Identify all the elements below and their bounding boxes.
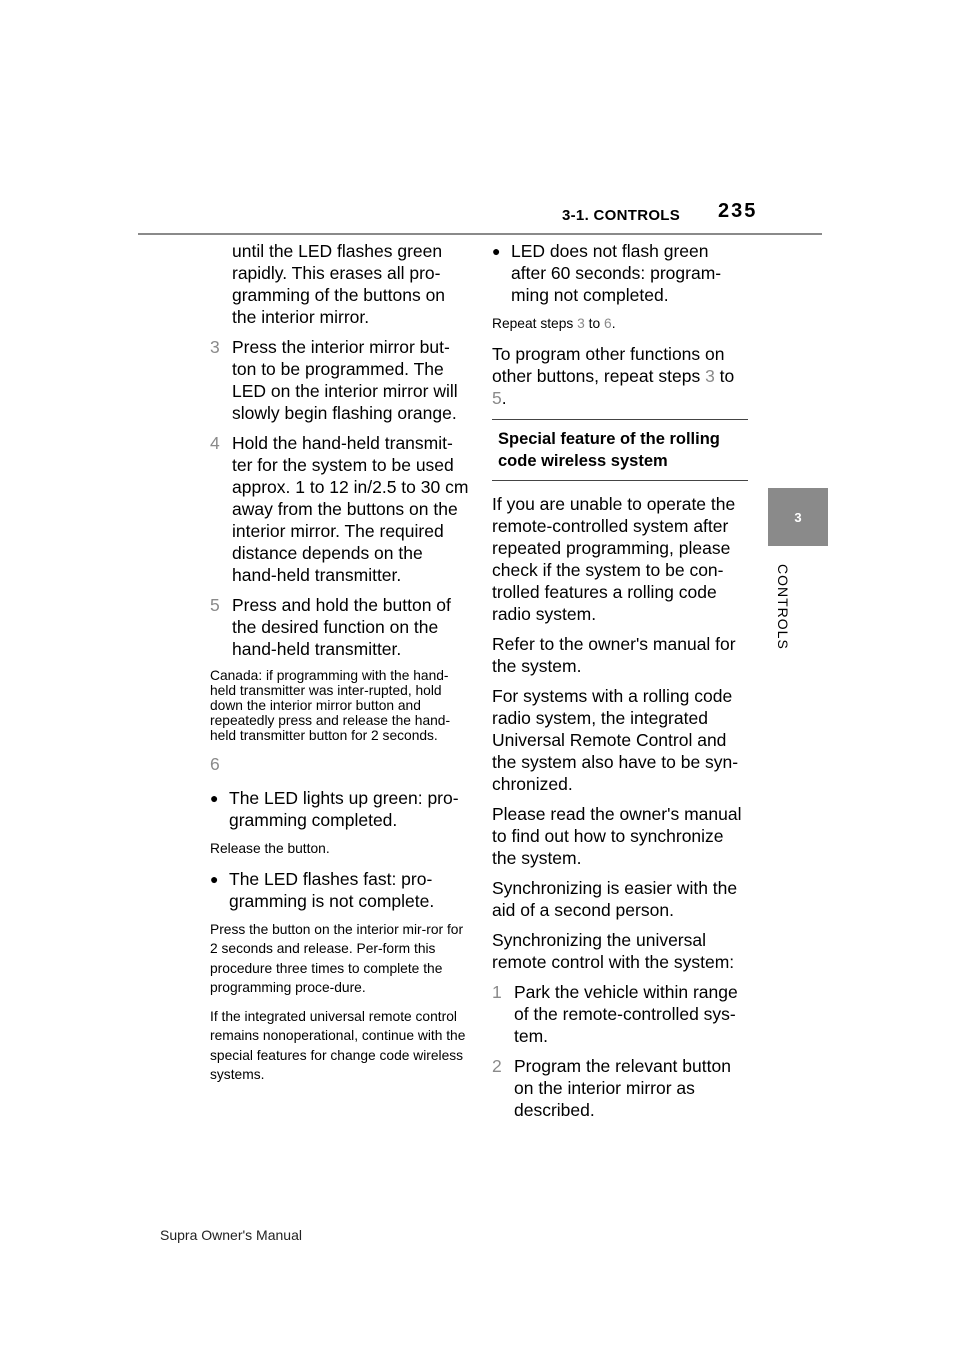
repeat-to: 6: [604, 316, 612, 331]
paragraph: Refer to the owner's manual for the system.: [492, 633, 736, 676]
bullet-icon: ●: [492, 243, 501, 259]
bullet-icon: ●: [210, 870, 219, 887]
header-divider: [138, 233, 822, 235]
step-text: Press and hold the button of the desired function on the hand-held transmitter.: [232, 595, 451, 659]
other-mid: to: [714, 365, 735, 386]
step-6-number: 6: [210, 754, 220, 774]
repeat-suffix: .: [611, 316, 616, 331]
bullet-led-fast: [210, 868, 470, 912]
other-prefix: To program other functions on other buttons, repeat steps: [492, 343, 725, 386]
step-number: 1: [492, 981, 502, 1002]
step-number: 2: [492, 1055, 502, 1076]
page-number: 235: [718, 200, 758, 222]
bullet-text: The LED lights up green: pro-gramming completed.: [229, 788, 459, 830]
other-from: 3: [705, 365, 715, 386]
step-number: 4: [210, 433, 220, 453]
step-text: Park the vehicle within range of the remote-controlled sys-tem.: [514, 981, 738, 1046]
paragraph: Synchronizing is easier with the aid of a second person.: [492, 877, 738, 920]
left-column: [210, 240, 470, 1094]
paragraph: If you are unable to operate the remote-controlled system after repeated programming, please check if the system to be con-trolled features a rolling code radio system.: [492, 493, 736, 624]
bullet-icon: ●: [210, 790, 219, 806]
section-title: 3-1. CONTROLS: [562, 207, 681, 224]
step-text: Program the relevant button on the interior mirror as described.: [514, 1055, 731, 1120]
repeat-prefix: Repeat steps: [492, 316, 578, 331]
step-text: Press the interior mirror but-ton to be programmed. The LED on the interior mirror will slowly begin flashing orange.: [232, 337, 458, 423]
intro-text: until the LED flashes green rapidly. This erases all pro-gramming of the buttons on the interior mirror.: [232, 241, 446, 327]
paragraph: For systems with a rolling code radio system, the integrated Universal Remote Control and the system also have to be syn-chronized.: [492, 685, 739, 794]
step-3: [210, 336, 470, 424]
chapter-label: CONTROLS: [775, 564, 791, 650]
repeat-mid: to: [584, 316, 605, 331]
release-note: Release the button.: [210, 841, 330, 856]
step-number: 3: [210, 337, 220, 357]
right-column: [492, 240, 748, 1129]
sync-step-2: [492, 1055, 748, 1121]
bullet-text: LED does not flash green after 60 seconds: program-ming not completed.: [511, 241, 722, 305]
step-5: [210, 594, 470, 660]
bullet-led-green: [210, 787, 470, 831]
other-suffix: .: [501, 387, 507, 408]
repeat-steps-note: [492, 314, 748, 334]
chapter-tab: [768, 488, 828, 546]
bullet-led-no-flash: [492, 240, 748, 306]
footer-manual-title: Supra Owner's Manual: [160, 1227, 302, 1243]
step-number: 5: [210, 595, 220, 615]
step-4: [210, 432, 470, 586]
press-note: Press the button on the interior mir-ror for 2 seconds and release. Per-form this procedure three times to complete the programming proce-dure.: [210, 921, 464, 995]
paragraph: Synchronizing the universal remote control with the system:: [492, 929, 735, 972]
integrated-note: If the integrated universal remote control remains nonoperational, continue with the special features for change code wireless systems.: [210, 1008, 466, 1082]
other-to: 5: [492, 387, 502, 408]
canada-note: Canada: if programming with the hand-held transmitter was inter-rupted, hold down the interior mirror button and repeatedly press and release the hand-held transmitter button for 2 seconds.: [210, 668, 451, 743]
other-buttons-paragraph: [492, 343, 748, 409]
repeat-from: 3: [577, 316, 585, 331]
bullet-text: The LED flashes fast: pro-gramming is not complete.: [229, 868, 435, 911]
paragraph: Please read the owner's manual to find out how to synchronize the system.: [492, 803, 742, 868]
step-text: Hold the hand-held transmit-ter for the system to be used approx. 1 to 12 in/2.5 to 30 cm away from the buttons on the interior mirror. The required distance depends on the hand-held transmitter.: [232, 433, 469, 585]
section-heading: Special feature of the rolling code wireless system: [492, 419, 748, 481]
sync-step-1: [492, 981, 748, 1047]
chapter-number: 3: [794, 509, 802, 525]
